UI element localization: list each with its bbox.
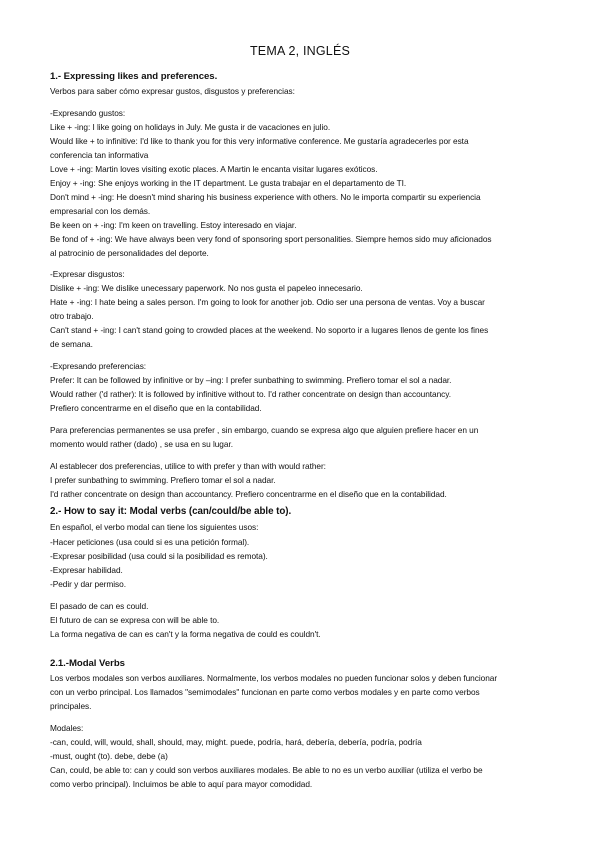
text-line: -Pedir y dar permiso. bbox=[50, 579, 126, 589]
text-line: Don't mind + -ing: He doesn't mind sharing his business experience with others. No le importa compartir su experiencia bbox=[50, 192, 481, 202]
text-line: I'd rather concentrate on design than accountancy. Prefiero concentrarme en el diseño que en la contabilidad. bbox=[50, 489, 447, 499]
text-line: -Expresando preferencias: bbox=[50, 361, 147, 371]
text-line: El pasado de can es could. bbox=[50, 601, 149, 611]
text-line: con un verbo principal. Los llamados "semimodales" funcionan en parte como verbos modales y en parte como verbos bbox=[50, 687, 480, 697]
section-heading: 2.- How to say it: Modal verbs (can/could/be able to). bbox=[50, 506, 292, 517]
text-line: Dislike + -ing: We dislike unecessary paperwork. No nos gusta el papeleo innecesario. bbox=[50, 283, 363, 293]
text-line: momento would rather (dado) , se usa en su lugar. bbox=[50, 439, 233, 449]
text-line: El futuro de can se expresa con will be able to. bbox=[50, 615, 220, 625]
text-line: Be keen on + -ing: I'm keen on travelling. Estoy interesado en viajar. bbox=[50, 220, 297, 230]
text-line: conferencia tan informativa bbox=[50, 150, 149, 160]
text-line: -Expresando gustos: bbox=[50, 108, 126, 118]
text-line: Verbos para saber cómo expresar gustos, disgustos y preferencias: bbox=[50, 86, 295, 96]
text-line: Be fond of + -ing: We have always been very fond of sponsoring sport personalities. Siempre hemos sido muy aficionados bbox=[50, 234, 492, 244]
text-line: Al establecer dos preferencias, utilice to with prefer y than with would rather: bbox=[50, 461, 326, 471]
text-line: Like + -ing: I like going on holidays in July. Me gusta ir de vacaciones en julio. bbox=[50, 122, 331, 132]
text-line: Prefiero concentrarme en el diseño que en la contabilidad. bbox=[50, 403, 262, 413]
text-line: Prefer: It can be followed by infinitive or by –ing: I prefer sunbathing to swimming. Prefiero tomar el sol a nadar. bbox=[50, 375, 452, 385]
text-line: -must, ought (to). debe, debe (a) bbox=[50, 751, 168, 761]
section-heading: 2.1.-Modal Verbs bbox=[50, 658, 125, 669]
text-line: al patrocinio de personalidades del deporte. bbox=[50, 248, 209, 258]
text-line: -Hacer peticiones (usa could si es una petición formal). bbox=[50, 537, 250, 547]
text-line: Modales: bbox=[50, 723, 84, 733]
text-line: Hate + -ing: I hate being a sales person. I'm going to look for another job. Odio ser una persona de ventas. Voy a buscar bbox=[50, 297, 485, 307]
text-line: En español, el verbo modal can tiene los siguientes usos: bbox=[50, 522, 259, 532]
text-line: otro trabajo. bbox=[50, 311, 94, 321]
text-line: -Expresar disgustos: bbox=[50, 269, 125, 279]
text-line: La forma negativa de can es can't y la forma negativa de could es couldn't. bbox=[50, 629, 321, 639]
text-line: Would like + to infinitive: I'd like to thank you for this very informative conference. Me gustaría agradecerles por esta bbox=[50, 136, 469, 146]
text-line: principales. bbox=[50, 701, 92, 711]
text-line: Love + -ing: Martin loves visiting exotic places. A Martin le encanta visitar lugares exóticos. bbox=[50, 164, 378, 174]
text-line: Enjoy + -ing: She enjoys working in the IT department. Le gusta trabajar en el departamento de TI. bbox=[50, 178, 407, 188]
text-line: Can't stand + -ing: I can't stand going to crowded places at the weekend. No soporto ir a lugares llenos de gente los fines bbox=[50, 325, 489, 335]
text-line: empresarial con los demás. bbox=[50, 206, 151, 216]
text-line: -Expresar habilidad. bbox=[50, 565, 123, 575]
text-line: I prefer sunbathing to swimming. Prefiero tomar el sol a nadar. bbox=[50, 475, 276, 485]
document-title: TEMA 2, INGLÉS bbox=[249, 44, 351, 58]
text-line: Can, could, be able to: can y could son verbos auxiliares modales. Be able to no es un verbo auxiliar (utiliza el verbo be bbox=[50, 765, 483, 775]
text-line: Para preferencias permanentes se usa prefer , sin embargo, cuando se expresa algo que alguien prefiere hacer en un bbox=[50, 425, 479, 435]
text-line: Los verbos modales son verbos auxiliares. Normalmente, los verbos modales no pueden funcionar solos y deben funcionar bbox=[50, 673, 498, 683]
text-line: -Expresar posibilidad (usa could si la posibilidad es remota). bbox=[50, 551, 268, 561]
text-line: de semana. bbox=[50, 339, 93, 349]
text-line: Would rather ('d rather): It is followed by infinitive without to. I'd rather concentrate on design than accountancy. bbox=[50, 389, 452, 399]
text-line: -can, could, will, would, shall, should, may, might. puede, podría, hará, debería, debería, podría, podría bbox=[50, 737, 422, 747]
section-heading: 1.- Expressing likes and preferences. bbox=[50, 71, 218, 82]
text-line: como verbo principal). Incluimos be able to aquí para mayor comodidad. bbox=[50, 779, 313, 789]
